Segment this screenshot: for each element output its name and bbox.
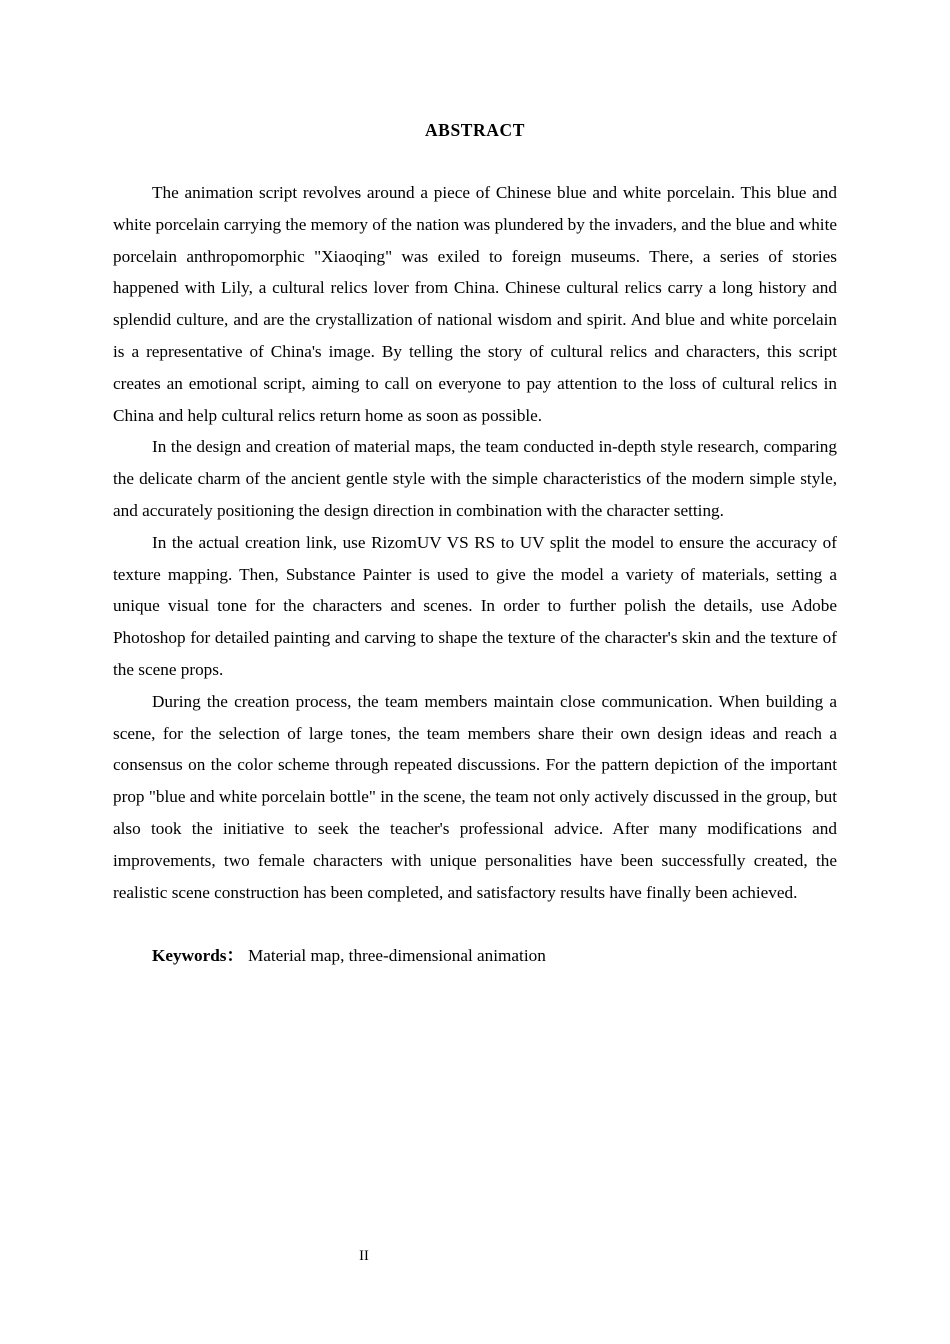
abstract-paragraph-3: In the actual creation link, use RizomUV VS RS to UV split the model to ensure the accuracy of texture mapping. Then, Substance Painter is used to give the model a variety of materials, setting a unique visual tone for the characters and scenes. In order to further polish the details, use Adobe Photoshop for detailed painting and carving to shape the texture of the character's skin and the texture of the scene props. bbox=[113, 532, 837, 679]
page-title: ABSTRACT bbox=[424, 120, 526, 140]
page-number: II bbox=[359, 1248, 369, 1264]
keywords-line bbox=[113, 940, 837, 972]
abstract-body bbox=[113, 177, 837, 908]
abstract-page bbox=[113, 0, 837, 972]
keywords-label: Keywords： bbox=[152, 946, 244, 966]
abstract-paragraph-2: In the design and creation of material maps, the team conducted in-depth style research, comparing the delicate charm of the ancient gentle style with the simple characteristics of the modern simple style, and accurately positioning the design direction in combination with the character setting. bbox=[113, 437, 837, 520]
abstract-paragraph-4: During the creation process, the team members maintain close communication. When building a scene, for the selection of large tones, the team members share their own design ideas and reach a consensus on the color scheme through repeated discussions. For the pattern depiction of the important prop "blue and white porcelain bottle" in the scene, the team not only actively discussed in the group, but also took the initiative to seek the teacher's professional advice. After many modifications and improvements, two female characters with unique personalities have been successfully created, the realistic scene construction has been completed, and satisfactory results have finally been achieved. bbox=[113, 691, 837, 902]
keywords-value: Material map, three-dimensional animation bbox=[243, 946, 546, 966]
abstract-paragraph-1: The animation script revolves around a piece of Chinese blue and white porcelain. This blue and white porcelain carrying the memory of the nation was plundered by the invaders, and the blue and white porcelain anthropomorphic "Xiaoqing" was exiled to foreign museums. There, a series of stories happened with Lily, a cultural relics lover from China. Chinese cultural relics carry a long history and splendid culture, and are the crystallization of national wisdom and spirit. And blue and white porcelain is a representative of China's image. By telling the story of cultural relics and characters, this script creates an emotional script, aiming to call on everyone to pay attention to the loss of cultural relics in China and help cultural relics return home as soon as possible. bbox=[113, 183, 837, 425]
